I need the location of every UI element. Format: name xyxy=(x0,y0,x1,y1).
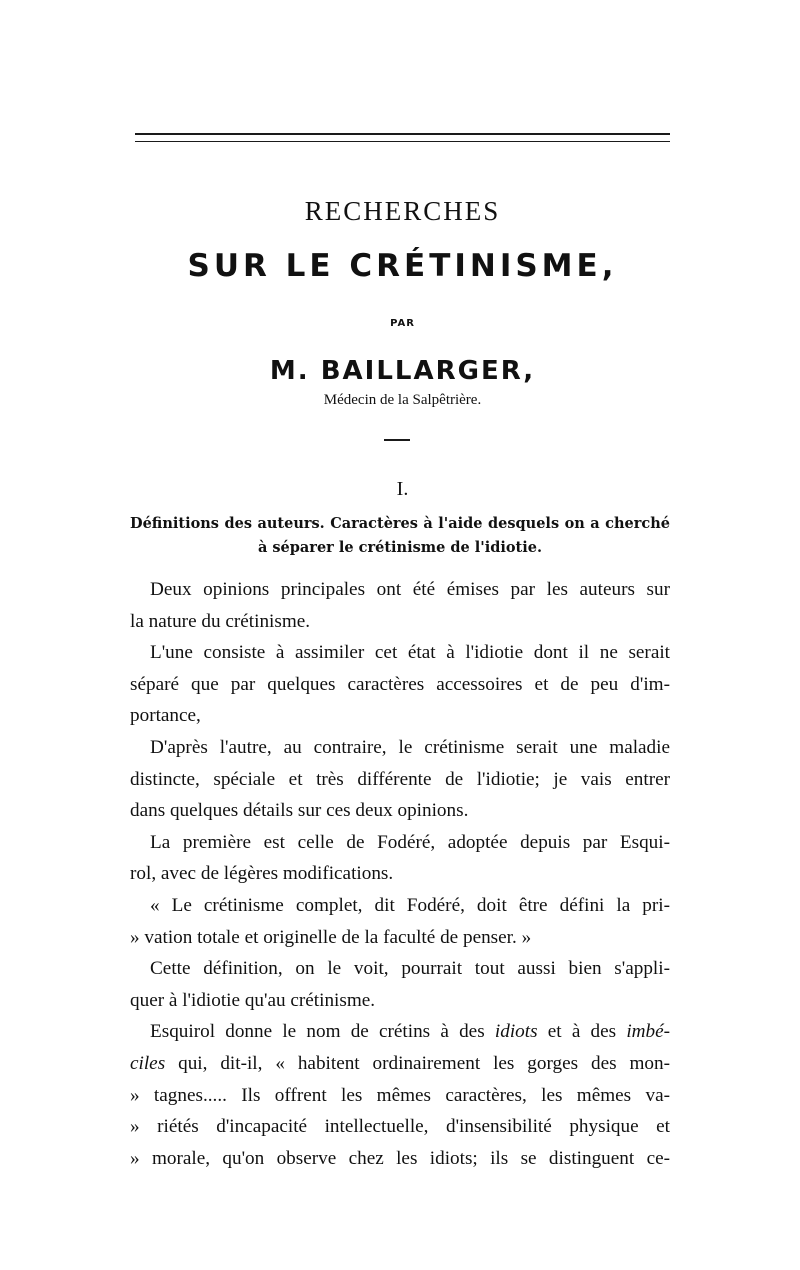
body-line: » tagnes..... Ils offrent les mêmes caractères, les mêmes va- xyxy=(130,1084,670,1106)
body-line: rol, avec de légères modifications. xyxy=(130,863,394,885)
body-line: distincte, spéciale et très différente de l'idiotie; je vais entrer xyxy=(130,768,670,790)
text-run: Esquirol donne le nom de crétins à des xyxy=(150,1021,485,1043)
title-line-1: RECHERCHES xyxy=(304,196,501,226)
body-line-mixed xyxy=(130,1048,670,1080)
body-line: » riétés d'incapacité intellectuelle, d'insensibilité physique et xyxy=(130,1116,670,1138)
body-line: dans quelques détails sur ces deux opinions. xyxy=(130,800,469,822)
section-subheading xyxy=(130,512,670,560)
author-affiliation: Médecin de la Salpêtrière. xyxy=(323,392,482,408)
body-line: » vation totale et originelle de la faculté de penser. » xyxy=(130,926,532,948)
body-line: D'après l'autre, au contraire, le crétinisme serait une maladie xyxy=(150,736,670,758)
title-line-2: SUR LE CRÉTINISME, xyxy=(187,248,618,284)
by-label: PAR xyxy=(390,318,415,329)
section-number: I. xyxy=(396,478,409,500)
body-line: quer à l'idiotie qu'au crétinisme. xyxy=(130,989,376,1011)
body-line: Deux opinions principales ont été émises par les auteurs sur xyxy=(150,579,670,600)
italic-term: imbé- xyxy=(626,1021,670,1043)
text-run: qui, dit-il, « habitent ordinairement les gorges des mon- xyxy=(178,1052,670,1074)
subheading-line-2: à séparer le crétinisme de l'idiotie. xyxy=(257,539,543,556)
text-run: et à des xyxy=(547,1021,617,1043)
body-line: Cette définition, on le voit, pourrait tout aussi bien s'appli- xyxy=(150,958,670,980)
body-line: L'une consiste à assimiler cet état à l'idiotie dont il ne serait xyxy=(150,642,670,664)
body-line: portance, xyxy=(130,705,201,727)
body-line: » morale, qu'on observe chez les idiots; ils se distinguent ce- xyxy=(130,1147,670,1169)
body-line: la nature du crétinisme. xyxy=(130,610,311,632)
author-name: M. BAILLARGER, xyxy=(269,356,536,386)
subheading-line-1: Définitions des auteurs. Caractères à l'aide desquels on a cherché xyxy=(130,515,670,532)
body-line: séparé que par quelques caractères accessoires et de peu d'im- xyxy=(130,673,670,695)
header-double-rule xyxy=(135,133,670,142)
separator-rule xyxy=(384,439,410,441)
italic-term: ciles xyxy=(130,1052,166,1074)
body-line-mixed xyxy=(130,1016,670,1048)
body-text xyxy=(130,574,670,1174)
italic-term: idiots xyxy=(494,1021,538,1043)
body-line: « Le crétinisme complet, dit Fodéré, doit être défini la pri- xyxy=(150,894,670,916)
body-line: La première est celle de Fodéré, adoptée depuis par Esqui- xyxy=(150,831,670,853)
